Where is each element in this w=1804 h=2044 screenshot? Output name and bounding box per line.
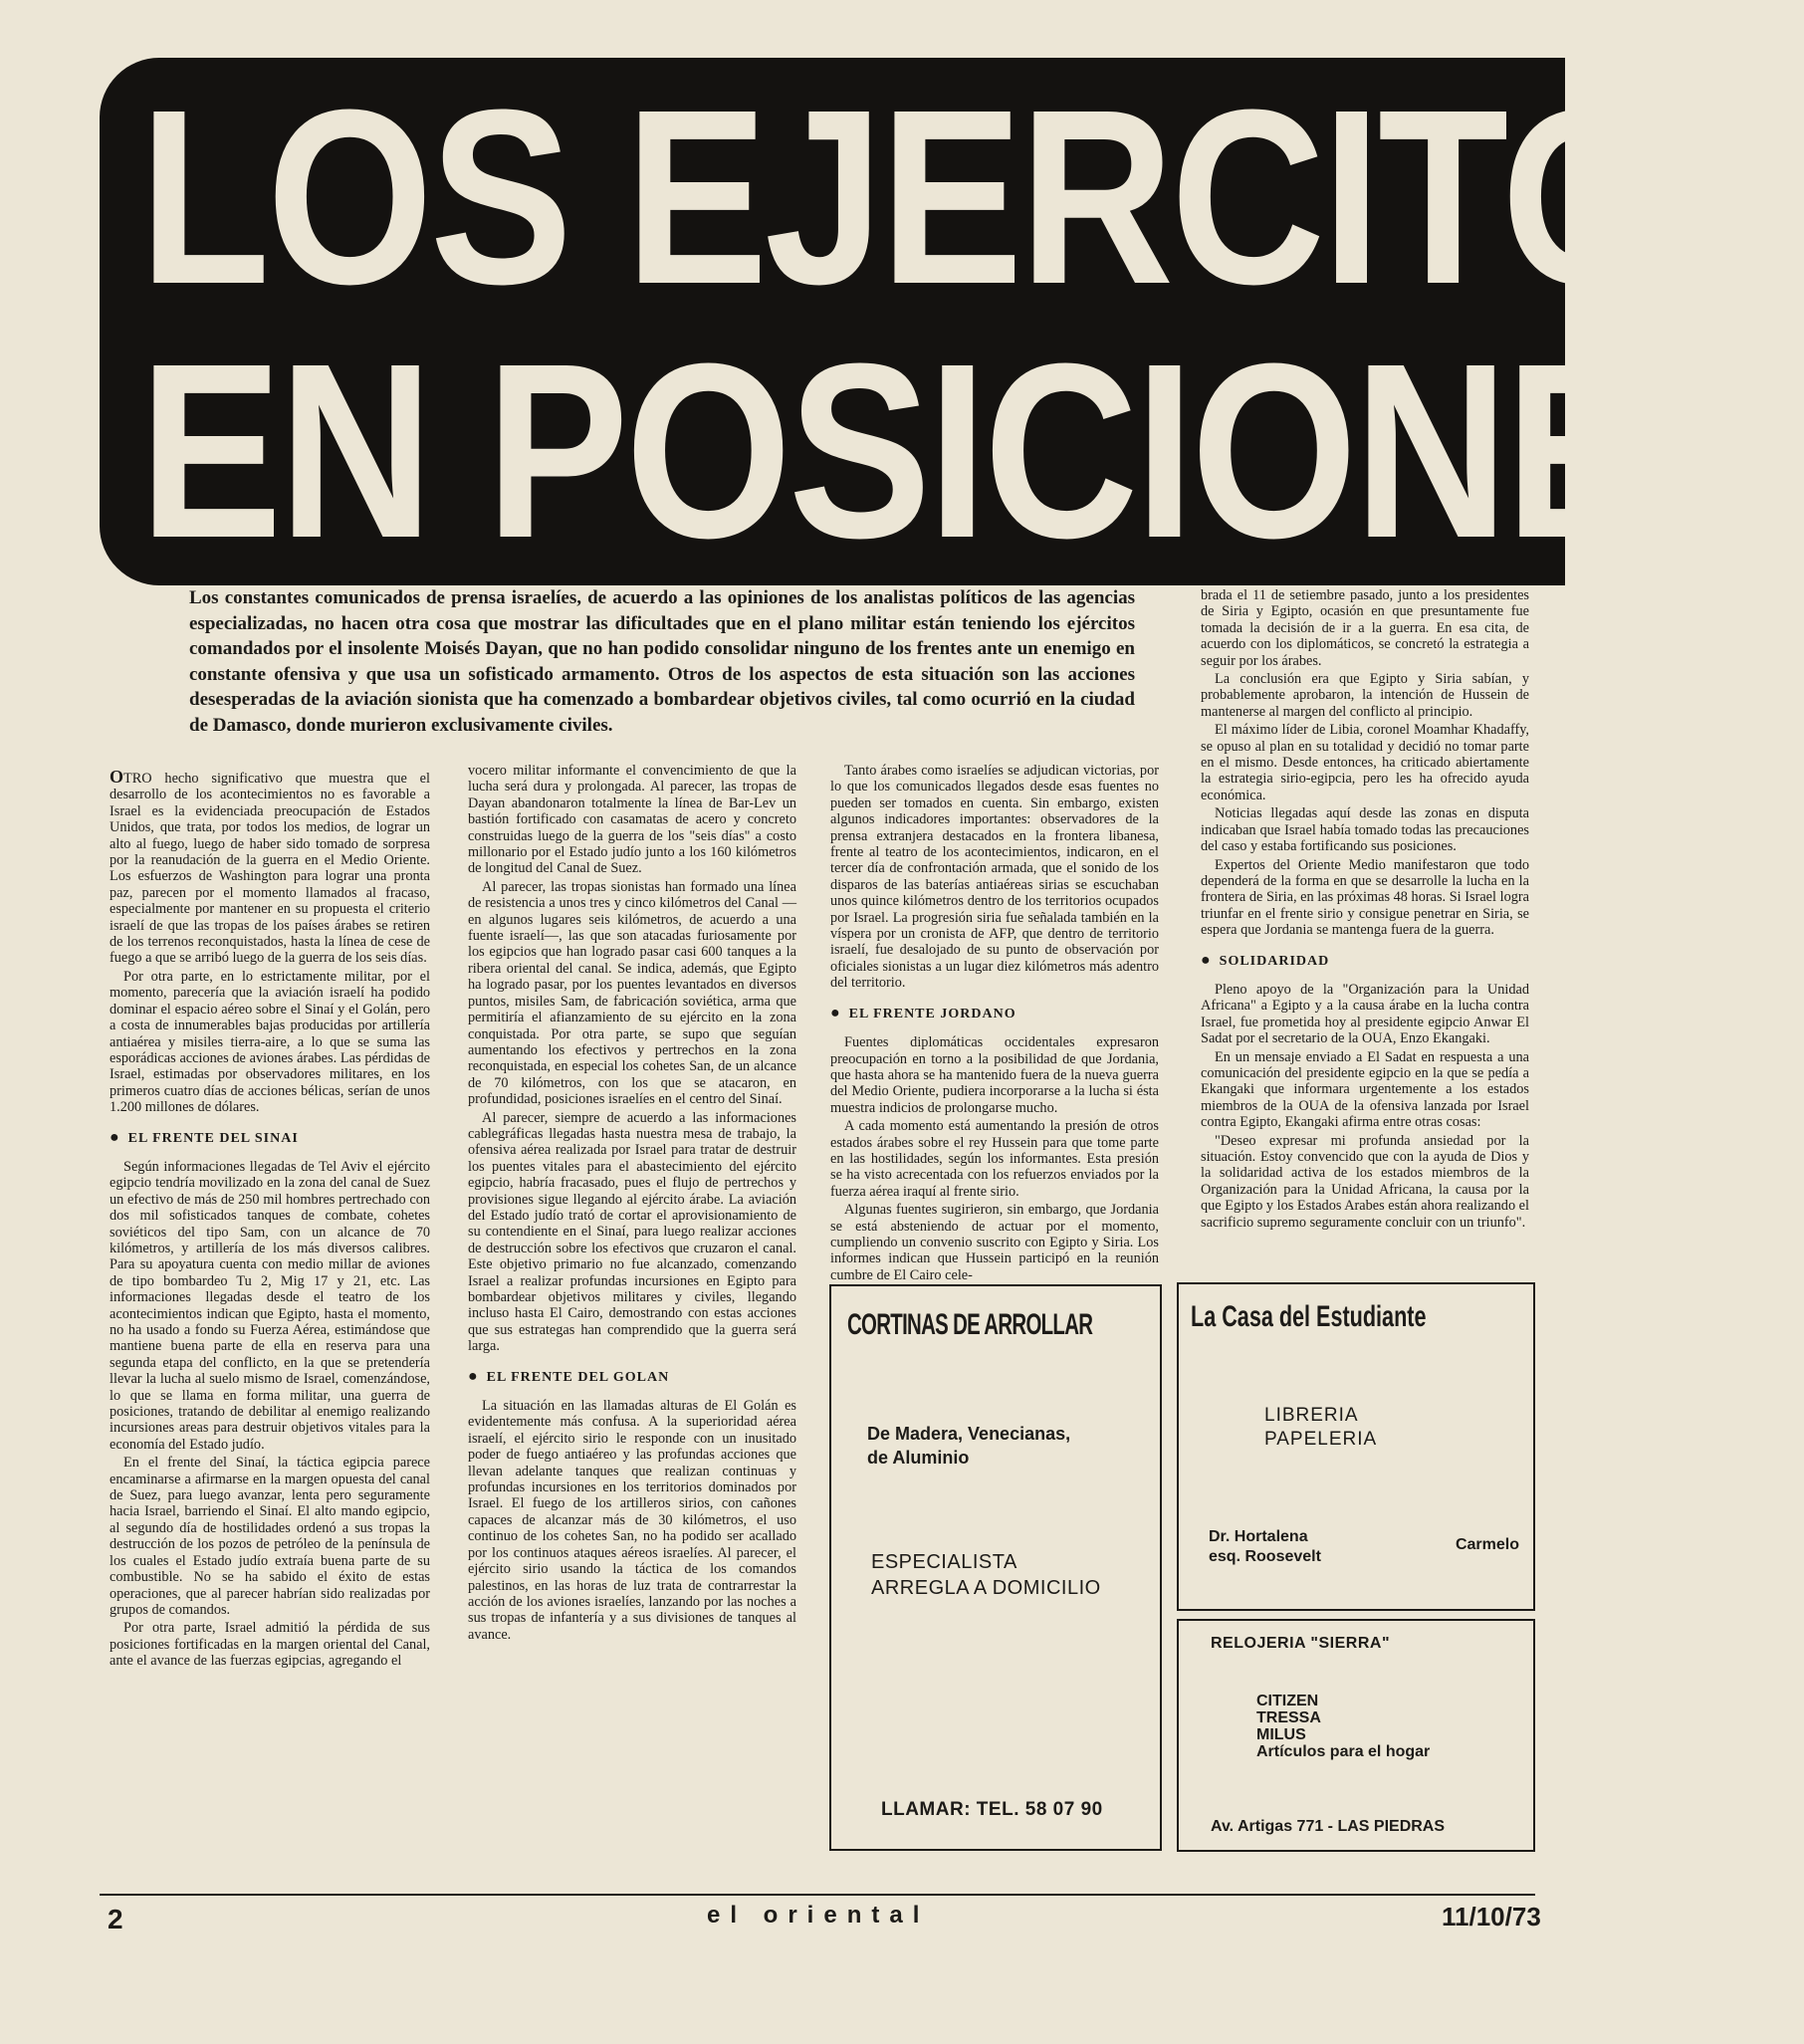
paragraph: Noticias llegadas aquí desde las zonas en disputa indicaban que Israel había tomado todas las precauciones del caso y estaba fortificando sus posiciones. (1201, 805, 1529, 855)
bullet-icon: ● (110, 1128, 120, 1146)
paragraph: A cada momento está aumentando la presión de otros estados árabes sobre el rey Hussein para que tome parte en las hostilidades, según los informantes. Esta presión se ha visto acrecentada con los refuerzos enviados por la fuerza aérea iraquí al frente sirio. (830, 1118, 1159, 1200)
paragraph (110, 769, 430, 967)
section-heading (1201, 953, 1529, 970)
section-heading-text: SOLIDARIDAD (1219, 953, 1330, 969)
paragraph: La conclusión era que Egipto y Siria sabían, y probablemente aprobaron, la intención de Hussein de mantenerse al margen del conflicto al principio. (1201, 671, 1529, 720)
section-heading-text: EL FRENTE DEL GOLAN (486, 1369, 670, 1385)
ad-subtitle-line: De Madera, Venecianas, (867, 1424, 1071, 1444)
ad-brand: CITIZEN (1256, 1693, 1319, 1709)
ad-brand: Artículos para el hogar (1256, 1743, 1431, 1760)
ad-city: Carmelo (1455, 1536, 1519, 1553)
ad-service-line: PAPELERIA (1264, 1429, 1378, 1450)
paragraph: Fuentes diplomáticas occidentales expresaron preocupación en torno a la posibilidad de que Jordania, que hasta ahora se ha mantenido fuera de la nueva guerra del Medio Oriente, pudiera incorporarse a la lucha si ésta muestra indicios de prolongarse mucho. (830, 1034, 1159, 1116)
paragraph: vocero militar informante el convencimiento de que la lucha será dura y prolongada. Al parecer, las tropas de Dayan abandonaron totalmente la línea de Bar-Lev un bastión fortificado con casamatas de acero y concreto construidas luego de la guerra de los "seis días" a costo millonario por el Estado judío junto a los 160 kilómetros de longitud del Canal de Suez. (468, 763, 796, 877)
newspaper-name: el oriental (707, 1902, 930, 1929)
ad-subtitle-line: de Aluminio (867, 1448, 970, 1468)
ad-address: Av. Artigas 771 - LAS PIEDRAS (1211, 1818, 1446, 1835)
ad-title: RELOJERIA "SIERRA" (1211, 1635, 1391, 1652)
paragraph: En el frente del Sinaí, la táctica egipcia parece encaminarse a afirmarse en la margen opuesta del canal de Suez, para luego avanzar, lenta pero seguramente hacia Israel, barriendo el Sinaí. El alto mando egipcio, al segundo día de hostilidades ordenó a sus tropas la destrucción de los pozos de petróleo de la península de los cuales el Estado judío extraía buena parte de su combustible. No se ha sabido el éxito de estas operaciones, que al parecer habrían sido realizadas por grupos de comandos. (110, 1455, 430, 1618)
paragraph: En un mensaje enviado a El Sadat en respuesta a una comunicación del presidente egipcio en la que se pedía a Ekangaki que informara urgentemente a los estados miembros de la OUA de la ofensiva lanzada por Israel contra Egipto, Ekangaki afirma entre otras cosas: (1201, 1048, 1529, 1131)
ad-brand: TRESSA (1256, 1709, 1321, 1726)
ad-address-line: esq. Roosevelt (1209, 1548, 1321, 1565)
paragraph: Expertos del Oriente Medio manifestaron que todo dependerá de la forma en que se desarrolle la lucha en la frontera de Siria, en las próximas 48 horas. Si Israel logra triunfar en el frente sirio y consigue penetrar en Siria, se espera que Jordania se mantenga fuera de la guerra. (1201, 856, 1529, 939)
ad-specialty (871, 1549, 1120, 1601)
ad-address-line: Dr. Hortalena (1209, 1528, 1308, 1545)
paragraph: Según informaciones llegadas de Tel Aviv el ejército egipcio tendría movilizado en la zona del canal de Suez un efectivo de más de 250 mil hombres pertrechado con dos mil sofisticados tanques de combate, cohetes soviéticos del tipo Sam, con un alcance de 70 kilómetros, y artillería de los más diversos calibres. Para su apoyatura cuenta con medio millar de aviones de tipo bombardeo Tu 2, Mig 17 y 21, etc. Las informaciones llegadas desde el teatro de los acontecimientos indican que Egipto, hasta el momento, no ha usado a fondo su Fuerza Aérea, estimándose que mantiene buena parte de ella en reserva para una segunda etapa del conflicto, en la que se pretendería llevar la lucha al suelo mismo de Israel, comenzándose, lo que se llama en forma militar, una guerra de posiciones, tratando de debilitar al enemigo realizando incursiones areas para destruir objetivos vitales para la economía del Estado judío. (110, 1158, 430, 1453)
ad-title: La Casa del Estudiante (1191, 1300, 1427, 1333)
drop-cap: O (110, 767, 124, 787)
section-heading-text: EL FRENTE DEL SINAI (127, 1130, 299, 1146)
paragraph: brada el 11 de setiembre pasado, junto a los presidentes de Siria y Egipto, ocasión en que presuntamente fue tomada la decisión de ir a la guerra. En esa cita, de acuerdo con los diplomáticos, se concretó la estrategia a seguir por los árabes. (1201, 587, 1529, 669)
bullet-icon: ● (1201, 951, 1212, 969)
article-column-3 (830, 763, 1159, 1283)
section-heading (468, 1369, 796, 1386)
advertisement-relojeria (1177, 1619, 1535, 1852)
ad-service-line: LIBRERIA (1264, 1405, 1359, 1426)
ad-title: CORTINAS DE ARROLLAR (847, 1308, 1093, 1341)
paragraph: Algunas fuentes sugirieron, sin embargo, que Jordania se está absteniendo de actuar por el momento, cumpliendo un convenio suscrito con Egipto y Siria. Los informes indican que Hussein participó en la reunión cumbre de El Cairo cele- (830, 1202, 1159, 1283)
ad-specialty-line: ESPECIALISTA (871, 1551, 1017, 1573)
headline-line-1: LOS EJERCITOS (139, 58, 1804, 336)
ad-address (1209, 1527, 1321, 1567)
ad-brand: MILUS (1256, 1726, 1306, 1743)
advertisement-cortinas (829, 1284, 1162, 1851)
paragraph: Por otra parte, Israel admitió la pérdida de sus posiciones fortificadas en la margen oriental del Canal, ante el avance de las fuerzas egipcias, agregando el (110, 1620, 430, 1670)
bullet-icon: ● (830, 1004, 841, 1022)
ad-specialty-line: ARREGLA A DOMICILIO (871, 1577, 1101, 1599)
ad-phone: LLAMAR: TEL. 58 07 90 (881, 1799, 1103, 1820)
paragraph: La situación en las llamadas alturas de El Golán es evidentemente más confusa. A la superioridad aérea israelí, el ejército sirio le responde con un inusitado poder de fuego antiaéreo y las profundas acciones que llevan adelante tanques que realizan continuas y profundas incursiones en los territorios dominados por Israel. El fuego de los artilleros sirios, con cañones capaces de alcanzar más de 30 kilómetros, el uso continuo de los cohetes San, no ha podido ser acallado por los continuos ataques aéreos israelíes. Al parecer, el ejército sirio usando la táctica de los comandos palestinos, en las horas de luz trata de contrarrestar la acción de los aviones israelíes, lanzando por las noches a sus tropas de infantería y a sus divisiones de tanques al avance. (468, 1398, 796, 1643)
paragraph: Tanto árabes como israelíes se adjudican victorias, por lo que los comunicados llegados desde esas fuentes no pueden ser tomados en cuenta. Sin embargo, existen algunos indicadores importantes: observadores de la prensa extranjera destacados en la frontera libanesa, frente al teatro de los acontecimientos, indicaron, en el tercer día de confrontación armada, que el sonido de los disparos de las baterías antiaéreas sirias se escuchaban unos quince kilómetros dentro de los territorios ocupados por Israel. La progresión siria fue señalada también en la víspera por un cronista de AFP, que dentro de territorio israelí, fue desalojado de su punto de observación por oficiales sionistas a un lugar diez kilómetros más adentro del territorio. (830, 763, 1159, 992)
article-column-2 (468, 763, 796, 1643)
headline-line-2: EN POSICIONES (139, 312, 1784, 589)
ad-subtitle (867, 1422, 1124, 1470)
section-heading-text: EL FRENTE JORDANO (848, 1006, 1016, 1022)
issue-date: 11/10/73 (1442, 1902, 1541, 1931)
advertisement-estudiante (1177, 1282, 1535, 1611)
lede-paragraph: Los constantes comunicados de prensa israelíes, de acuerdo a las opiniones de los analistas políticos de las agencias especializadas, no hacen otra cosa que mostrar las dificultades que en el plano militar están teniendo los ejércitos comandados por el insolente Moisés Dayan, que no han podido consolidar ninguno de los frentes ante un enemigo en constante ofensiva y que usa un sofisticado armamento. Otros de los aspectos de esta situación son las acciones desesperadas de la aviación sionista que ha comenzado a bombardear objetivos civiles, tal como ocurrió en la ciudad de Damasco, donde murieron exclusivamente civiles. (189, 587, 1135, 736)
paragraph: Al parecer, siempre de acuerdo a las informaciones cablegráficas llegadas hasta nuestra mesa de trabajo, la ofensiva aérea realizada por Israel para tratar de destruir los puentes vitales para el abastecimiento del ejército egipcio, habría fracasado, pues el flujo de pertrechos y provisiones sigue llegando al ejército árabe. La aviación del Estado judío trató de cortar el aprovisionamiento de su contendiente en el Sinaí, para luego realizar acciones de destrucción sobre los efectivos que cruzaron el canal. Este objetivo primario no fue alcanzado, comenzando Israel a realizar profundas incursiones en Egipto para bombardear objetivos militares y civiles, llegando incluso hasta El Cairo, demostrando con estas acciones que sus estrategas han comprendido que la guerra será larga. (468, 1109, 796, 1355)
paragraph-text: TRO hecho significativo que muestra que el desarrollo de los acontecimientos no es favorable a Israel es la evidenciada preocupación de Estados Unidos, que trata, por todos los medios, de lograr un alto al fuego, luego de haber sido tomado de sorpresa por la reanudación de la guerra en el Medio Oriente. Los esfuerzos de Washington para lograr una pronta paz, parecen por el momento llamados al fracaso, especialmente por mantener en su propuesta el criterio israelí de que las tropas de los países árabes se retiren de los terrenos reconquistados, hasta la línea de cese de fuego a que se arribó luego de la guerra de los seis días. (110, 771, 430, 967)
ad-brands (1256, 1693, 1533, 1760)
page-number: 2 (108, 1904, 123, 1934)
article-column-4 (1201, 587, 1529, 1231)
paragraph: "Deseo expresar mi profunda ansiedad por la situación. Estoy convencido que con la ayuda de Dios y la solidaridad activa de los estados miembros de la Organización para la Unidad Africana, la causa por la que Egipto y los Estados Arabes están ahora realizando el sacrificio supremo seguramente concluir con un triunfo". (1201, 1132, 1529, 1231)
headline-banner (100, 58, 1804, 589)
section-heading (830, 1006, 1159, 1022)
ad-services (1264, 1404, 1533, 1452)
paragraph: Al parecer, las tropas sionistas han formado una línea de resistencia a unos tres y cinco kilómetros del Canal —en algunos lugares seis kilómetros, de acuerdo a una fuente israelí—, las que son atacadas furiosamente por los egipcios que han logrado pasar casi 600 tanques a la ribera oriental del canal. Se indica, además, que Egipto ha logrado pasar, por los puentes levantados en diversos puntos, misiles Sam, de fabricación soviética, arma que permitiría el afianzamiento de su ejército en la zona conquistada. Por otra parte, se supo que seguían aumentando los efectivos y pertrechos en la zona reconquistada, en especial los cohetes San, de un alcance de 70 kilómetros, con los que se atacaron, en profundidad, posiciones israelíes en el centro del Sinaí. (468, 878, 796, 1108)
paragraph: Por otra parte, en lo estrictamente militar, por el momento, parecería que la aviación israelí ha podido dominar el espacio aéreo sobre el Sinaí y el Golán, pero a costa de innumerables bajas producidas por artillería antiaérea y misiles tierra-aire, a lo que se suma las esporádicas acciones de aviones árabes. Las pérdidas de Israel, estimadas por observadores militares, en los primeros cuatro días de acciones bélicas, serían de unos 1.200 millones de dólares. (110, 968, 430, 1116)
article-column-1 (110, 769, 430, 1670)
footer-divider (100, 1894, 1535, 1896)
paragraph: El máximo líder de Libia, coronel Moamhar Khadaffy, se opuso al plan en su totalidad y decidió no tomar parte en el mismo. Desde entonces, ha criticado abiertamente la estrategia sirio-egipcia, pero les ha ofrecido ayuda económica. (1201, 722, 1529, 803)
paragraph: Pleno apoyo de la "Organización para la Unidad Africana" a Egipto y a la causa árabe en la lucha contra Israel, fue prometida hoy al presidente egipcio Anwar El Sadat por el secretario de la OUA, Enzo Ekangaki. (1201, 981, 1529, 1047)
bullet-icon: ● (468, 1367, 479, 1385)
section-heading (110, 1130, 430, 1147)
